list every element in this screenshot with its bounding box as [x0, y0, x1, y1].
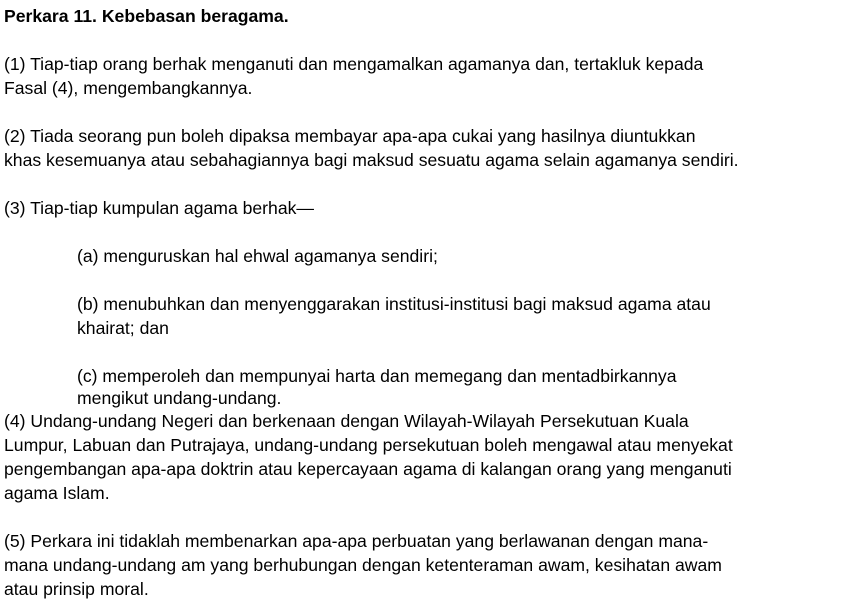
subclause-c-line-2: mengikut undang-undang. — [77, 388, 282, 408]
clause-5-line-1: (5) Perkara ini tidaklah membenarkan apa-apa perbuatan yang berlawanan dengan mana- — [4, 531, 709, 551]
subclause-list — [4, 244, 853, 409]
clause-2-line-1: (2) Tiada seorang pun boleh dipaksa membayar apa-apa cukai yang hasilnya diuntukkan — [4, 126, 696, 146]
subclause-b — [77, 292, 853, 340]
spacer — [77, 268, 853, 292]
subclause-a-line-1: (a) menguruskan hal ehwal agamanya sendiri; — [77, 246, 438, 266]
subclause-a — [77, 244, 853, 268]
clause-1-line-2: Fasal (4), mengembangkannya. — [4, 78, 253, 98]
clause-2 — [4, 124, 853, 172]
spacer — [77, 340, 853, 364]
spacer — [4, 220, 853, 244]
clause-4-line-3: pengembangan apa-apa doktrin atau kepercayaan agama di kalangan orang yang menganuti — [4, 459, 732, 479]
subclause-c — [77, 364, 853, 409]
clause-3 — [4, 196, 853, 220]
clause-4 — [4, 409, 853, 505]
clause-5-line-2: mana undang-undang am yang berhubungan dengan ketenteraman awam, kesihatan awam — [4, 555, 722, 575]
spacer — [4, 28, 853, 52]
subclause-c-line-1: (c) memperoleh dan mempunyai harta dan memegang dan mentadbirkannya — [77, 366, 677, 386]
subclause-b-line-1: (b) menubuhkan dan menyenggarakan institusi-institusi bagi maksud agama atau — [77, 294, 711, 314]
spacer — [4, 505, 853, 529]
article-title: Perkara 11. Kebebasan beragama. — [4, 6, 289, 26]
clause-4-line-2: Lumpur, Labuan dan Putrajaya, undang-undang persekutuan boleh mengawal atau menyekat — [4, 435, 733, 455]
subclause-b-line-2: khairat; dan — [77, 318, 169, 338]
clause-4-line-4: agama Islam. — [4, 483, 110, 503]
clause-2-line-2: khas kesemuanya atau sebahagiannya bagi maksud sesuatu agama selain agamanya sendiri. — [4, 150, 739, 170]
clause-5 — [4, 529, 853, 601]
clause-3-line-1: (3) Tiap-tiap kumpulan agama berhak— — [4, 198, 315, 218]
spacer — [4, 100, 853, 124]
clause-4-line-1: (4) Undang-undang Negeri dan berkenaan dengan Wilayah-Wilayah Persekutuan Kuala — [4, 411, 689, 431]
legal-document — [4, 0, 853, 601]
clause-1 — [4, 52, 853, 100]
spacer — [4, 172, 853, 196]
clause-5-line-3: atau prinsip moral. — [4, 579, 149, 599]
clause-1-line-1: (1) Tiap-tiap orang berhak menganuti dan mengamalkan agamanya dan, tertakluk kepada — [4, 54, 704, 74]
